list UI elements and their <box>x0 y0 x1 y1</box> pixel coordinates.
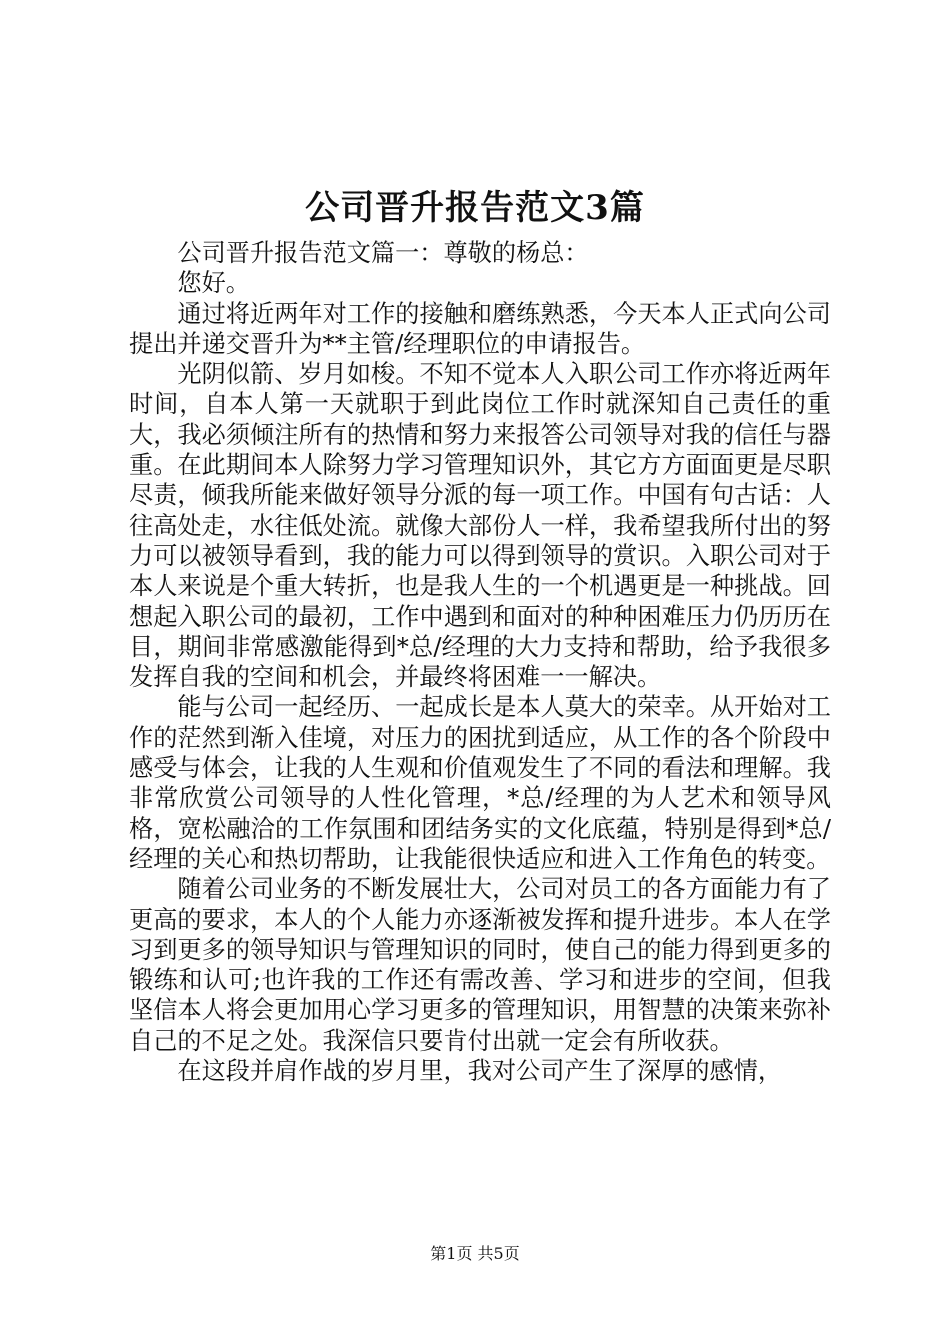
paragraph-salutation: 公司晋升报告范文篇一：尊敬的杨总： <box>177 239 589 267</box>
paragraph-greeting: 您好。 <box>177 269 250 298</box>
document-body <box>129 238 831 1086</box>
document-title: 公司晋升报告范文3篇 <box>305 188 645 228</box>
paragraph: 在这段并肩作战的岁月里，我对公司产生了深厚的感情， <box>177 1057 783 1086</box>
paragraph: 随着公司业务的不断发展壮大，公司对员工的各方面能力有了更高的要求，本人的个人能力亦逐渐被发挥和提升进步。本人在学习到更多的领导知识与管理知识的同时，使自己的能力得到更多的锻练和认可;也许我的工作还有需改善、学习和进步的空间，但我坚信本人将会更加用心学习更多的管理知识，用智慧的决策来弥补自己的不足之处。我深信只要肯付出就一定会有所收获。 <box>129 875 831 1055</box>
page-footer: 第1页 共5页 <box>430 1244 520 1263</box>
paragraph: 通过将近两年对工作的接触和磨练熟悉，今天本人正式向公司提出并递交晋升为**主管/经理职位的申请报告。 <box>129 299 831 358</box>
paragraph: 能与公司一起经历、一起成长是本人莫大的荣幸。从开始对工作的茫然到渐入佳境，对压力的困扰到适应，从工作的各个阶段中感受与体会，让我的人生观和价值观发生了不同的看法和理解。我非常欣赏公司领导的人性化管理，*总/经理的为人艺术和领导风格，宽松融洽的工作氛围和团结务实的文化底蕴，特别是得到*总/经理的关心和热切帮助，让我能很快适应和进入工作角色的转变。 <box>129 693 831 873</box>
paragraph: 光阴似箭、岁月如梭。不知不觉本人入职公司工作亦将近两年时间，自本人第一天就职于到此岗位工作时就深知自己责任的重大，我必须倾注所有的热情和努力来报答公司领导对我的信任与器重。在此期间本人除努力学习管理知识外，其它方方面面更是尽职尽责，倾我所能来做好领导分派的每一项工作。中国有句古话：人往高处走，水往低处流。就像大部份人一样，我希望我所付出的努力可以被领导看到，我的能力可以得到领导的赏识。入职公司对于本人来说是个重大转折，也是我人生的一个机遇更是一种挑战。回想起入职公司的最初，工作中遇到和面对的种种困难压力仍历历在目，期间非常感激能得到*总/经理的大力支持和帮助，给予我很多发挥自我的空间和机会，并最终将困难一一解决。 <box>129 360 831 692</box>
